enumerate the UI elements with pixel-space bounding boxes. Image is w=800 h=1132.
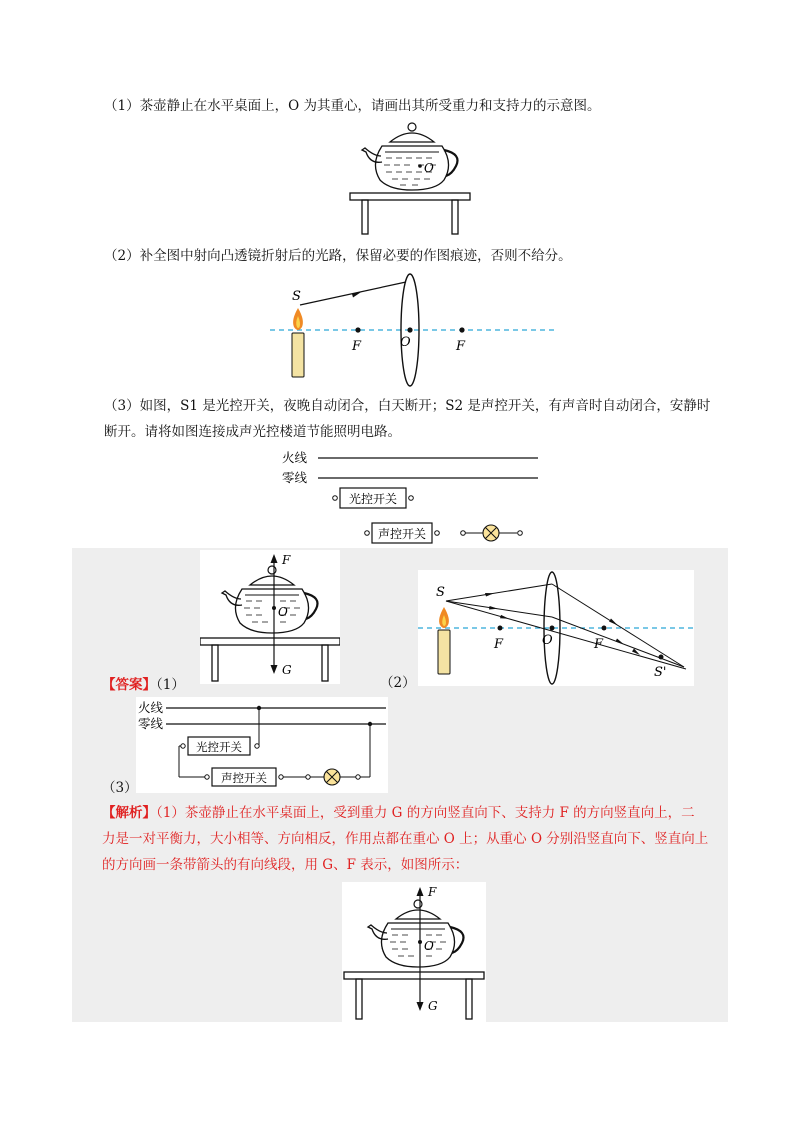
circuit-figure-q3 <box>280 446 550 546</box>
teapot-figure-q1 <box>340 120 480 238</box>
answer-part-3-label: （3） <box>102 780 138 796</box>
focal-label-left: F <box>352 339 362 354</box>
light-switch-label: 光控开关 <box>348 492 398 506</box>
lens-figure-q2 <box>270 270 570 390</box>
analysis-gravity-label: G <box>428 999 438 1013</box>
support-force-label: F <box>282 553 291 567</box>
image-label: S' <box>654 665 667 680</box>
question-2-text: （2）补全图中射向凸透镜折射后的光路，保留必要的作图痕迹，否则不给分。 <box>104 248 572 264</box>
analysis-figure <box>342 882 486 1022</box>
answer-figure-2 <box>418 570 694 686</box>
answer-light-switch-label: 光控开关 <box>196 740 242 754</box>
gravity-label: G <box>282 663 292 677</box>
analysis-line-2: 力是一对平衡力，大小相等、方向相反，作用点都在重心 O 上；从重心 O 分别沿竖直向下、竖直向上 <box>102 831 709 847</box>
optical-center-label: O <box>400 335 411 350</box>
question-3-text-line2: 断开。请将如图连接成声光控楼道节能照明电路。 <box>104 424 401 440</box>
question-3-text-line1: （3）如图，S1 是光控开关，夜晚自动闭合，白天断开；S2 是声控开关，有声音时自动闭合，安静时 <box>104 398 711 414</box>
analysis-support-force-label: F <box>428 885 437 899</box>
live-wire-label: 火线 <box>282 450 308 465</box>
source-label-S: S <box>292 289 301 304</box>
center-label: O <box>278 605 288 619</box>
answer-focal-left: F <box>494 637 504 652</box>
question-1-text: （1）茶壶静止在水平桌面上，O 为其重心，请画出其所受重力和支持力的示意图。 <box>104 98 601 114</box>
sound-switch-label: 声控开关 <box>377 527 427 541</box>
answer-sound-switch-label: 声控开关 <box>221 771 267 785</box>
neutral-wire-label: 零线 <box>282 470 308 485</box>
answer-live-label: 火线 <box>138 700 164 715</box>
analysis-line-3: 的方向画一条带箭头的有向线段，用 G、F 表示，如图所示： <box>102 857 469 873</box>
focal-label-right: F <box>456 339 466 354</box>
analysis-center-label: O <box>424 939 434 953</box>
answer-figure-1 <box>200 550 340 684</box>
answer-tag: 【答案】（1） <box>102 677 185 693</box>
answer-source-label: S <box>436 585 445 600</box>
answer-neutral-label: 零线 <box>138 716 164 731</box>
analysis-line-1: 【解析】（1）茶壶静止在水平桌面上，受到重力 G 的方向竖直向下、支持力 F 的方向竖直向上，二 <box>102 805 695 821</box>
answer-focal-right: F <box>594 637 604 652</box>
answer-center-label: O <box>542 633 553 648</box>
answer-part-2-label: （2） <box>380 675 416 691</box>
answer-figure-3 <box>136 697 388 793</box>
center-of-gravity-label: O <box>424 161 434 175</box>
